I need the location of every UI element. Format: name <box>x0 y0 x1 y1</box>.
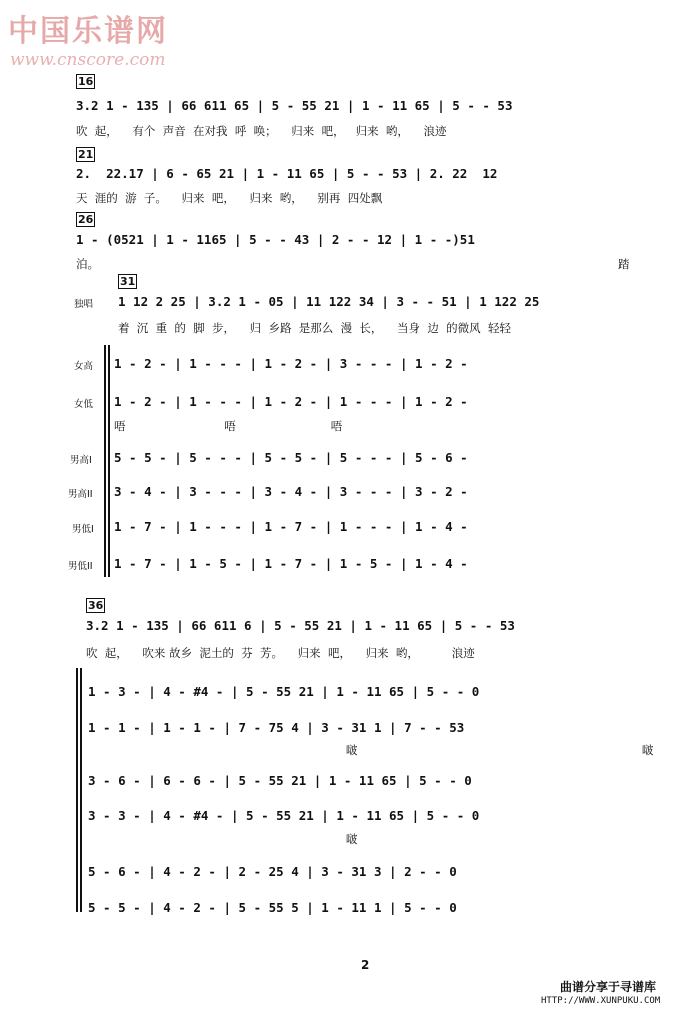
watermark-url: www.cnscore.com <box>10 50 166 70</box>
watermark-logo: 中国乐谱网 <box>8 14 168 49</box>
measure-number-31: 31 <box>120 275 136 288</box>
system5-part2-lyric-mid: 啵 <box>346 743 358 757</box>
system5-part2-notes: 1 - 1 - | 1 - 1 - | 7 - 75 4 | 3 - 31 1 | 7 - - 53 <box>88 720 465 735</box>
system4-alto-notes: 1 - 2 - | 1 - - - | 1 - 2 - | 1 - - - | 1 - 2 - <box>114 394 468 409</box>
choir-bracket-2-thick <box>76 668 78 912</box>
system5-part2-lyric-end: 啵 <box>642 743 654 757</box>
system3-lyrics-start: 泊。 <box>76 257 99 271</box>
part-name-soprano: 女高 <box>74 361 94 372</box>
system4-bass2-notes: 1 - 7 - | 1 - 5 - | 1 - 7 - | 1 - 5 - | 1 - 4 - <box>114 556 468 571</box>
system1-lyrics: 吹 起， 有个 声音 在对我 呼 唤； 归来 吧， 归来 哟， 浪迹 <box>76 124 447 138</box>
credit-url: HTTP://WWW.XUNPUKU.COM <box>541 996 661 1006</box>
part-name-tenor2: 男高II <box>68 489 93 500</box>
choir-bracket-2 <box>80 668 82 912</box>
measure-number-16: 16 <box>78 75 94 88</box>
system2-lyrics: 天 涯的 游 子。 归来 吧， 归来 哟， 别再 四处飘 <box>76 191 383 205</box>
choir-bracket <box>108 345 110 577</box>
system2-notes: 2. 22.17 | 6 - 65 21 | 1 - 11 65 | 5 - - 53 | 2. 22 12 <box>76 166 498 181</box>
system3-notes: 1 - (0521 | 1 - 1165 | 5 - - 43 | 2 - - 12 | 1 - -)51 <box>76 232 475 247</box>
measure-number-21: 21 <box>78 148 94 161</box>
part-name-tenor1: 男高I <box>70 455 92 466</box>
page-number: 2 <box>361 958 370 972</box>
system1-notes: 3.2 1 - 135 | 66 611 65 | 5 - 55 21 | 1 - 11 65 | 5 - - 53 <box>76 98 513 113</box>
system4-solo-lyrics: 着 沉 重 的 脚 步， 归 乡路 是那么 漫 长， 当身 边 的微风 轻轻 <box>118 321 511 335</box>
part-name-bass1: 男低I <box>72 524 94 535</box>
part-name-solo: 独唱 <box>74 299 94 310</box>
system4-bass1-notes: 1 - 7 - | 1 - - - | 1 - 7 - | 1 - - - | 1 - 4 - <box>114 519 468 534</box>
system5-solo-notes: 3.2 1 - 135 | 66 611 6 | 5 - 55 21 | 1 - 11 65 | 5 - - 53 <box>86 618 515 633</box>
system5-part1-notes: 1 - 3 - | 4 - #4 - | 5 - 55 21 | 1 - 11 65 | 5 - - 0 <box>88 684 480 699</box>
credit-text: 曲谱分享于寻谱库 <box>560 980 657 994</box>
system4-solo-notes: 1 12 2 25 | 3.2 1 - 05 | 11 122 34 | 3 - - 51 | 1 122 25 <box>118 294 540 309</box>
system5-part3-notes: 3 - 6 - | 6 - 6 - | 5 - 55 21 | 1 - 11 65 | 5 - - 0 <box>88 773 472 788</box>
system3-lyrics-end: 踏 <box>618 257 630 271</box>
system4-soprano-notes: 1 - 2 - | 1 - - - | 1 - 2 - | 3 - - - | 1 - 2 - <box>114 356 468 371</box>
system5-part6-notes: 5 - 5 - | 4 - 2 - | 5 - 55 5 | 1 - 11 1 | 5 - - 0 <box>88 900 457 915</box>
part-name-alto: 女低 <box>74 399 94 410</box>
measure-number-26: 26 <box>78 213 94 226</box>
system5-part5-notes: 5 - 6 - | 4 - 2 - | 2 - 25 4 | 3 - 31 3 | 2 - - 0 <box>88 864 457 879</box>
system4-tenor1-notes: 5 - 5 - | 5 - - - | 5 - 5 - | 5 - - - | 5 - 6 - <box>114 450 468 465</box>
measure-number-36: 36 <box>88 599 104 612</box>
system5-solo-lyrics: 吹 起， 吹来 故乡 泥土的 芬 芳。 归来 吧， 归来 哟， 浪迹 <box>86 646 475 660</box>
system5-part4-notes: 3 - 3 - | 4 - #4 - | 5 - 55 21 | 1 - 11 65 | 5 - - 0 <box>88 808 480 823</box>
system4-tenor2-notes: 3 - 4 - | 3 - - - | 3 - 4 - | 3 - - - | 3 - 2 - <box>114 484 468 499</box>
choir-bracket-thick <box>104 345 106 577</box>
system5-part4-lyric-mid: 啵 <box>346 832 358 846</box>
part-name-bass2: 男低II <box>68 561 93 572</box>
system4-alto-lyrics: 唔 唔 唔 <box>114 419 343 433</box>
